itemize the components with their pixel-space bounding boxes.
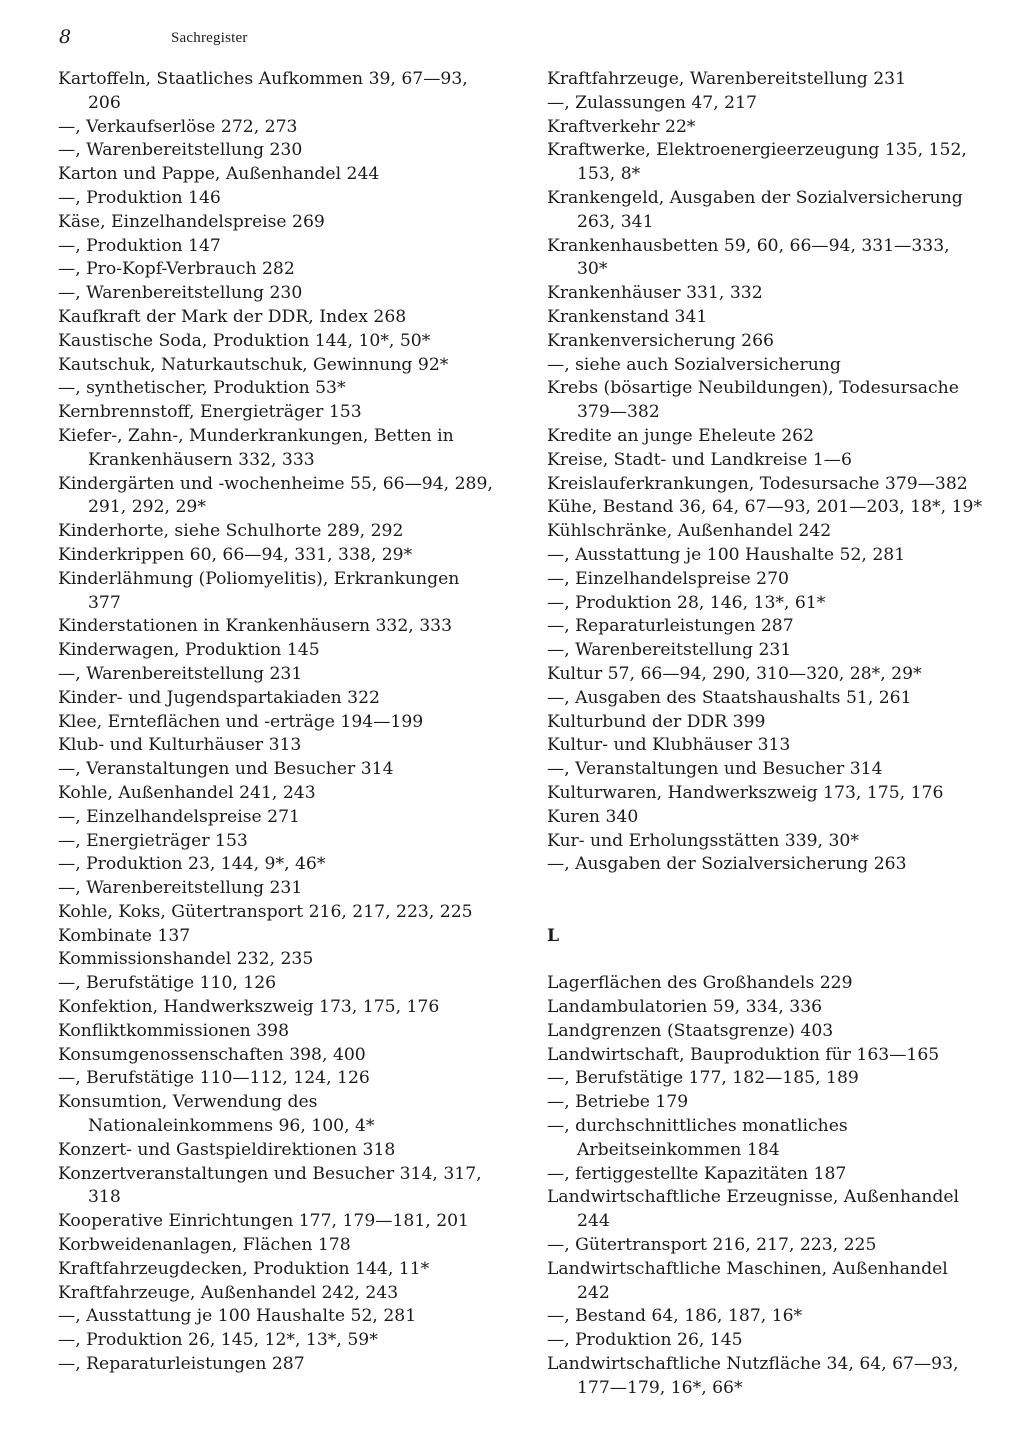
index-entry: Kinderlähmung (Poliomyelitis), Erkrankungen 377 (58, 568, 460, 613)
index-entry: Klub- und Kulturhäuser 313 (58, 735, 302, 756)
index-entry: Konzertveranstaltungen und Besucher 314, 317, 318 (58, 1163, 482, 1208)
index-entry: Kombinate 137 (58, 925, 191, 946)
index-entry: —, Warenbereitstellung 231 (58, 878, 303, 899)
index-entry: Krankenhausbetten 59, 60, 66—94, 331—333, 30* (547, 235, 950, 280)
index-entry: —, Warenbereitstellung 230 (58, 283, 303, 304)
index-entry: Konsumgenossenschaften 398, 400 (58, 1044, 366, 1065)
section-spacer (547, 877, 985, 925)
index-column-left (58, 68, 496, 1377)
index-entry: Kreise, Stadt- und Landkreise 1—6 (547, 449, 852, 470)
index-entry: Kinderkrippen 60, 66—94, 331, 338, 29* (58, 544, 413, 565)
index-entry: Kohle, Koks, Gütertransport 216, 217, 223, 225 (58, 901, 473, 922)
index-entry: Kautschuk, Naturkautschuk, Gewinnung 92* (58, 354, 449, 375)
index-entry: Kraftverkehr 22* (547, 116, 696, 137)
index-entry: Kartoffeln, Staatliches Aufkommen 39, 67—93, 206 (58, 69, 468, 113)
index-entry: Kredite an junge Eheleute 262 (547, 425, 815, 446)
index-entry: Kinder- und Jugendspartakiaden 322 (58, 687, 380, 708)
index-entry: Krankengeld, Ausgaben der Sozialversicherung 263, 341 (547, 187, 963, 232)
index-entry: —, Ausgaben der Sozialversicherung 263 (547, 854, 907, 875)
index-entry: —, Ausgaben des Staatshaushalts 51, 261 (547, 687, 912, 708)
index-entry: Karton und Pappe, Außenhandel 244 (58, 164, 380, 185)
index-entry: Kultur 57, 66—94, 290, 310—320, 28*, 29* (547, 663, 922, 684)
index-entry: —, Berufstätige 110—112, 124, 126 (58, 1068, 370, 1089)
index-entry: Kommissionshandel 232, 235 (58, 949, 314, 970)
index-entry: Klee, Ernteflächen und -erträge 194—199 (58, 711, 424, 732)
index-entry: —, Veranstaltungen und Besucher 314 (58, 759, 394, 780)
index-entry: —, durchschnittliches monatliches Arbeitseinkommen 184 (547, 1116, 848, 1160)
index-entry: Kindergärten und -wochenheime 55, 66—94, 289, 291, 292, 29* (58, 473, 493, 518)
index-entry: Krankenstand 341 (547, 306, 708, 327)
index-column-right (547, 68, 985, 1401)
index-entry: Konfliktkommissionen 398 (58, 1020, 289, 1041)
index-entry: —, Veranstaltungen und Besucher 314 (547, 759, 883, 780)
index-entry: Landwirtschaft, Bauproduktion für 163—165 (547, 1044, 940, 1065)
index-entry: Kulturwaren, Handwerkszweig 173, 175, 176 (547, 782, 944, 803)
index-entry: Kulturbund der DDR 399 (547, 711, 766, 732)
index-entry: —, Ausstattung je 100 Haushalte 52, 281 (547, 544, 906, 565)
index-entry: —, Reparaturleistungen 287 (58, 1354, 305, 1375)
index-entry: Krankenversicherung 266 (547, 330, 774, 351)
index-entry: —, siehe auch Sozialversicherung (547, 354, 841, 375)
index-entry: Kultur- und Klubhäuser 313 (547, 735, 791, 756)
index-entry: Käse, Einzelhandelspreise 269 (58, 211, 325, 232)
index-entry: Kraftwerke, Elektroenergieerzeugung 135, 152, 153, 8* (547, 140, 967, 185)
index-entry: —, Produktion 26, 145, 12*, 13*, 59* (58, 1330, 378, 1351)
index-section-l (547, 972, 985, 1400)
index-entry: —, synthetischer, Produktion 53* (58, 378, 346, 399)
index-entry: Kühe, Bestand 36, 64, 67—93, 201—203, 18*, 19* (547, 497, 983, 518)
index-entry: Korbweidenanlagen, Flächen 178 (58, 1235, 351, 1256)
index-entry: —, Einzelhandelspreise 271 (58, 806, 300, 827)
index-entry: Landambulatorien 59, 334, 336 (547, 997, 823, 1018)
index-entry: —, Berufstätige 110, 126 (58, 973, 277, 994)
index-entry: Landwirtschaftliche Erzeugnisse, Außenhandel 244 (547, 1187, 960, 1232)
index-entry: Kinderstationen in Krankenhäusern 332, 333 (58, 616, 453, 637)
index-entry: Landwirtschaftliche Nutzfläche 34, 64, 67—93, 177—179, 16*, 66* (547, 1354, 959, 1398)
index-entry: Lagerflächen des Großhandels 229 (547, 973, 853, 994)
section-spacer (547, 948, 985, 972)
index-entry: Kraftfahrzeugdecken, Produktion 144, 11* (58, 1258, 430, 1279)
index-entry: —, Bestand 64, 186, 187, 16* (547, 1306, 803, 1327)
index-entry: —, Zulassungen 47, 217 (547, 92, 757, 113)
index-entry: Kaufkraft der Mark der DDR, Index 268 (58, 306, 407, 327)
index-entry: —, Ausstattung je 100 Haushalte 52, 281 (58, 1306, 417, 1327)
index-entry: Kraftfahrzeuge, Warenbereitstellung 231 (547, 69, 907, 89)
index-entry: Landgrenzen (Staatsgrenze) 403 (547, 1020, 834, 1041)
index-entry: —, Pro-Kopf-Verbrauch 282 (58, 259, 295, 280)
index-entry: Kraftfahrzeuge, Außenhandel 242, 243 (58, 1282, 399, 1303)
index-entry: Kreislauferkrankungen, Todesursache 379—382 (547, 473, 968, 494)
index-entry: —, Verkaufserlöse 272, 273 (58, 116, 298, 137)
index-entry: Kiefer-, Zahn-, Munderkrankungen, Betten in Krankenhäusern 332, 333 (58, 425, 454, 470)
index-entry: Kuren 340 (547, 806, 639, 827)
index-entry: —, Produktion 147 (58, 235, 221, 256)
index-entry: Kühlschränke, Außenhandel 242 (547, 521, 832, 542)
index-entry: Kohle, Außenhandel 241, 243 (58, 782, 316, 803)
index-entry: Konsumtion, Verwendung des Nationaleinkommens 96, 100, 4* (58, 1092, 375, 1137)
index-entry: —, Einzelhandelspreise 270 (547, 568, 789, 589)
index-entry: Kernbrennstoff, Energieträger 153 (58, 402, 362, 423)
index-entry: Krankenhäuser 331, 332 (547, 283, 763, 304)
index-entry: —, Reparaturleistungen 287 (547, 616, 794, 637)
index-entry: —, Betriebe 179 (547, 1092, 689, 1113)
index-entry: —, Produktion 26, 145 (547, 1330, 743, 1351)
index-entry: Kur- und Erholungsstätten 339, 30* (547, 830, 859, 851)
page-number: 8 (59, 26, 72, 48)
index-entry: —, Produktion 146 (58, 187, 221, 208)
section-letter-heading: L (547, 925, 560, 946)
index-entry: Kooperative Einrichtungen 177, 179—181, 201 (58, 1211, 469, 1232)
index-entry: —, Gütertransport 216, 217, 223, 225 (547, 1235, 877, 1256)
index-entry: —, Produktion 28, 146, 13*, 61* (547, 592, 826, 613)
index-entry: —, fertiggestellte Kapazitäten 187 (547, 1163, 847, 1184)
index-entry: —, Warenbereitstellung 230 (58, 140, 303, 161)
index-entry: Landwirtschaftliche Maschinen, Außenhandel 242 (547, 1258, 948, 1303)
index-entry: Konfektion, Handwerkszweig 173, 175, 176 (58, 997, 440, 1018)
running-head: Sachregister (171, 30, 248, 46)
index-entry: Krebs (bösartige Neubildungen), Todesursache 379—382 (547, 378, 959, 423)
index-entry: —, Berufstätige 177, 182—185, 189 (547, 1068, 859, 1089)
index-entry: Kinderhorte, siehe Schulhorte 289, 292 (58, 521, 404, 542)
index-entry: —, Warenbereitstellung 231 (58, 663, 303, 684)
index-section-k (547, 68, 985, 877)
index-entry: Kinderwagen, Produktion 145 (58, 640, 320, 661)
index-entry: Konzert- und Gastspieldirektionen 318 (58, 1139, 396, 1160)
index-entry: Kaustische Soda, Produktion 144, 10*, 50* (58, 330, 431, 351)
index-entry: —, Warenbereitstellung 231 (547, 640, 792, 661)
index-entry: —, Produktion 23, 144, 9*, 46* (58, 854, 326, 875)
index-entry: —, Energieträger 153 (58, 830, 248, 851)
